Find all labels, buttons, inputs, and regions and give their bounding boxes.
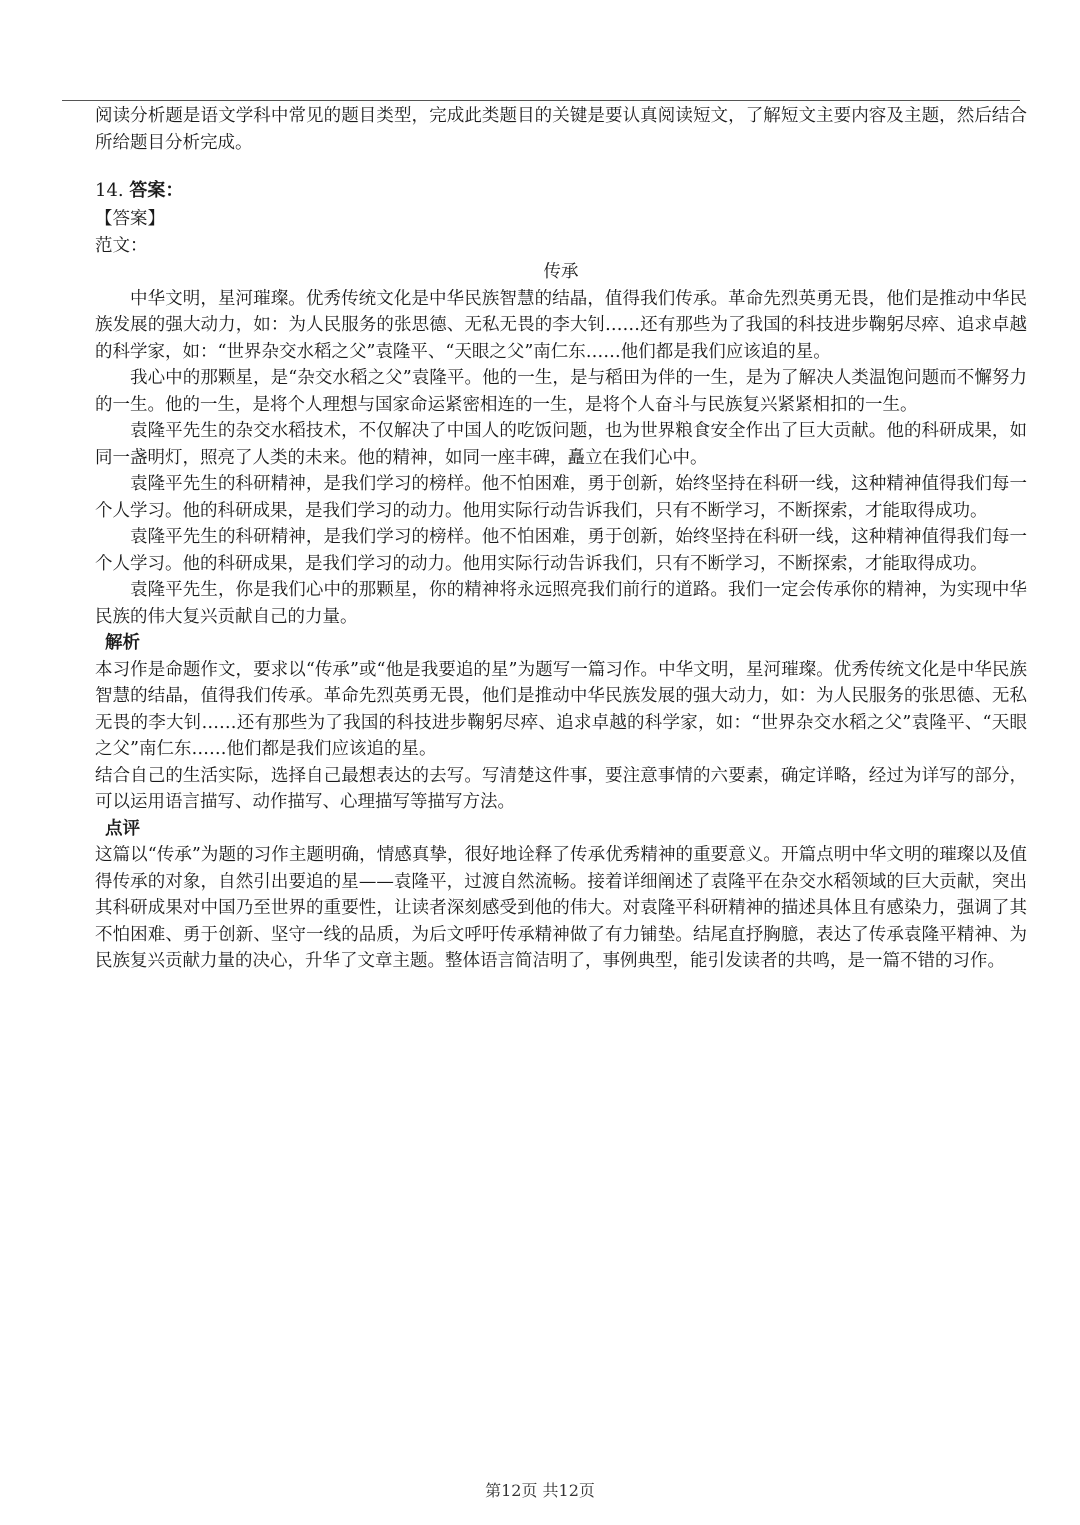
intro-paragraph: 阅读分析题是语文学科中常见的题目类型，完成此类题目的关键是要认真阅读短文，了解短文主要内容及主题，然后结合所给题目分析完成。 bbox=[95, 106, 1027, 153]
answer-tag: 【答案】 bbox=[95, 209, 165, 229]
question-heading bbox=[95, 176, 1027, 206]
page-footer: 第12页 共12页 bbox=[485, 1481, 595, 1500]
analysis-paragraph: 本习作是命题作文，要求以“传承”或“他是我要追的星”为题写一篇习作。中华文明，星河璀璨。优秀传统文化是中华民族智慧的结晶，值得我们传承。革命先烈英勇无畏，他们是推动中华民族发展的强大动力，如：为人民服务的张思德、无私无畏的李大钊……还有那些为了我国的科技进步鞠躬尽瘁、追求卓越的科学家，如：“世界杂交水稻之父”袁隆平、“天眼之父”南仁东……他们都是我们应该追的星。 bbox=[95, 659, 1027, 759]
question-label: 答案： bbox=[129, 180, 184, 201]
question-number: 14. bbox=[95, 180, 124, 201]
essay-paragraph: 我心中的那颗星，是“杂交水稻之父”袁隆平。他的一生，是与稻田为伴的一生，是为了解决人类温饱问题而不懈努力的一生。他的一生，是将个人理想与国家命运紧密相连的一生，是将个人奋斗与民族复兴紧紧相扣的一生。 bbox=[95, 368, 1027, 415]
analysis-paragraph: 结合自己的生活实际，选择自己最想表达的去写。写清楚这件事，要注意事情的六要素，确定详略，经过为详写的部分，可以运用语言描写、动作描写、心理描写等描写方法。 bbox=[95, 765, 1027, 812]
header-rule bbox=[62, 100, 1020, 101]
document-body bbox=[95, 103, 1027, 975]
sample-label: 范文： bbox=[95, 235, 148, 256]
analysis-heading: 解析 bbox=[105, 633, 140, 653]
essay-paragraph: 袁隆平先生的杂交水稻技术，不仅解决了中国人的吃饭问题，也为世界粮食安全作出了巨大贡献。他的科研成果，如同一盏明灯，照亮了人类的未来。他的精神，如同一座丰碑，矗立在我们心中。 bbox=[95, 421, 1027, 468]
essay-title: 传承 bbox=[543, 262, 579, 282]
essay-paragraph: 袁隆平先生的科研精神，是我们学习的榜样。他不怕困难，勇于创新，始终坚持在科研一线，这种精神值得我们每一个人学习。他的科研成果，是我们学习的动力。他用实际行动告诉我们，只有不断学习，不断探索，才能取得成功。 bbox=[95, 474, 1027, 521]
essay-paragraph: 中华文明，星河璀璨。优秀传统文化是中华民族智慧的结晶，值得我们传承。革命先烈英勇无畏，他们是推动中华民族发展的强大动力，如：为人民服务的张思德、无私无畏的李大钊……还有那些为了我国的科技进步鞠躬尽瘁、追求卓越的科学家，如：“世界杂交水稻之父”袁隆平、“天眼之父”南仁东……他们都是我们应该追的星。 bbox=[95, 288, 1027, 362]
essay-paragraph: 袁隆平先生的科研精神，是我们学习的榜样。他不怕困难，勇于创新，始终坚持在科研一线，这种精神值得我们每一个人学习。他的科研成果，是我们学习的动力。他用实际行动告诉我们，只有不断学习，不断探索，才能取得成功。 bbox=[95, 527, 1027, 574]
comment-heading: 点评 bbox=[105, 818, 140, 839]
comment-paragraph: 这篇以“传承”为题的习作主题明确，情感真挚，很好地诠释了传承优秀精神的重要意义。开篇点明中华文明的璀璨以及值得传承的对象，自然引出要追的星——袁隆平，过渡自然流畅。接着详细阐述了袁隆平在杂交水稻领域的巨大贡献，突出其科研成果对中国乃至世界的重要性，让读者深刻感受到他的伟大。对袁隆平科研精神的描述具体且有感染力，强调了其不怕困难、勇于创新、坚守一线的品质，为后文呼吁传承精神做了有力铺垫。结尾直抒胸臆，表达了传承袁隆平精神、为民族复兴贡献力量的决心，升华了文章主题。整体语言简洁明了，事例典型，能引发读者的共鸣，是一篇不错的习作。 bbox=[95, 845, 1027, 971]
essay-paragraph: 袁隆平先生，你是我们心中的那颗星，你的精神将永远照亮我们前行的道路。我们一定会传承你的精神，为实现中华民族的伟大复兴贡献自己的力量。 bbox=[95, 580, 1027, 627]
